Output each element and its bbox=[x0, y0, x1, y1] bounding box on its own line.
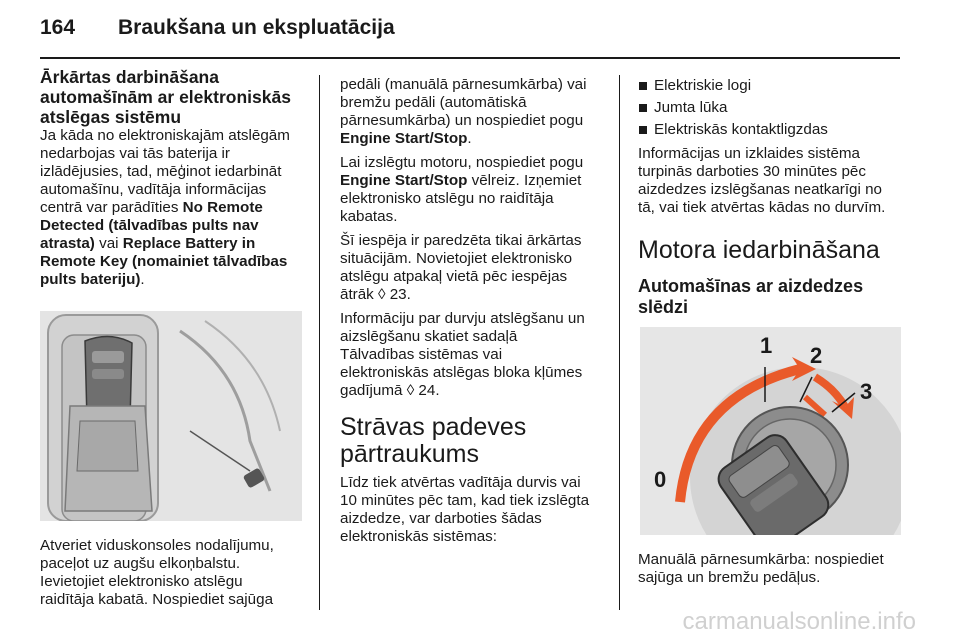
subheading-ignition: Automašīnas ar aizdedzes slēdzi bbox=[638, 276, 864, 317]
key-position-0-label: 0 bbox=[654, 467, 667, 492]
key-position-1-label: 1 bbox=[760, 333, 773, 358]
engine-start-stop-label-2: Engine Start/Stop bbox=[340, 172, 468, 189]
column-1 bbox=[40, 67, 310, 295]
page-reference-23: ātrāk ◊ 23. bbox=[340, 286, 411, 303]
column-1-bottom bbox=[40, 537, 315, 615]
console-figure bbox=[40, 311, 302, 521]
console-illustration bbox=[40, 311, 302, 521]
section-heading-power-off: Strāvas padeves pārtraukums bbox=[340, 413, 527, 468]
header-rule bbox=[40, 57, 900, 59]
page-number: 164 bbox=[40, 16, 76, 39]
column-2 bbox=[340, 76, 610, 552]
section-heading-engine-start: Motora iedarbināšana bbox=[638, 236, 880, 264]
door-lock-paragraph: Informāciju par durvju atslēgšanu un aizslēgšanu skatiet sadaļā Tālvadības sistēmas vai elektroniskās atslēgas bloka kļūmes gadījumā ◊ 24. bbox=[340, 310, 585, 399]
page-title: Braukšana un ekspluatācija bbox=[118, 16, 395, 39]
key-position-3-label: 3 bbox=[860, 379, 873, 404]
column-3 bbox=[638, 77, 908, 318]
ignition-switch-illustration bbox=[620, 327, 901, 535]
ignition-figure bbox=[620, 327, 901, 535]
column-3-bottom bbox=[638, 551, 908, 593]
engine-off-paragraph: Lai izslēgtu motoru, nospiediet pogu Engine Start/Stop vēlreiz. Izņemiet elektronisko atslēgu no raidītāja kabatas. bbox=[340, 154, 584, 225]
column-divider-1 bbox=[319, 75, 320, 610]
message-replace-battery: Replace Battery in Remote Key (nomainiet tālvadības pults bateriju) bbox=[40, 235, 288, 288]
bullet-item: Jumta lūka bbox=[638, 99, 908, 117]
section-heading-emergency: Ārkārtas darbināšana automašīnām ar elektroniskās atslēgas sistēmu bbox=[40, 67, 291, 127]
engine-start-stop-label: Engine Start/Stop bbox=[340, 130, 468, 147]
console-instructions: Atveriet viduskonsoles nodalījumu, paceļot uz augšu elkoņbalstu. Ievietojiet elektronisko atslēgu raidītāja kabatā. Nospiediet sajūga bbox=[40, 537, 274, 608]
manual-transmission-caption: Manuālā pārnesumkārba: nospiediet sajūga un bremžu pedāļus. bbox=[638, 551, 884, 586]
pedal-paragraph: pedāli (manuālā pārnesumkārba) vai bremžu pedāli (automātiskā pārnesumkārba) un nospiediet pogu Engine Start/Stop. bbox=[340, 76, 587, 147]
infotainment-paragraph: Informācijas un izklaides sistēma turpinās darboties 30 minūtes pēc aizdedzes izslēgšanas neatkarīgi no tā, vai tiek atvērtas kādas no durvīm. bbox=[638, 145, 886, 216]
power-off-paragraph: Līdz tiek atvērtas vadītāja durvis vai 10 minūtes pēc tam, kad tiek izslēgta aizdedze, var darboties šādas elektroniskās sistēmas: bbox=[340, 474, 590, 545]
bullet-item: Elektriskās kontaktligzdas bbox=[638, 121, 908, 139]
bullet-item: Elektriskie logi bbox=[638, 77, 908, 95]
intro-paragraph: Ja kāda no elektroniskajām atslēgām nedarbojas vai tās baterija ir izlādējusies, tad, mēģinot iedarbināt automašīnu, vadītāja informācijas centrā var parādīties No Remote Detected (tālvadības pults nav atrasta) vai Replace Battery in Remote Key (nomainiet tālvadības pults bateriju). bbox=[40, 127, 290, 288]
emergency-note-paragraph: Šī iespēja ir paredzēta tikai ārkārtas situācijām. Novietojiet elektronisko atslēgu atpakaļ vietā pēc iespējas ātrāk ◊ 23. bbox=[340, 232, 582, 303]
watermark: carmanualsonline.info bbox=[682, 608, 916, 635]
page-reference-24: gadījumā ◊ 24. bbox=[340, 382, 440, 399]
key-position-2-label: 2 bbox=[810, 343, 823, 368]
page-header bbox=[40, 16, 395, 40]
message-no-remote: No Remote Detected (tālvadības pults nav atrasta) bbox=[40, 199, 263, 252]
